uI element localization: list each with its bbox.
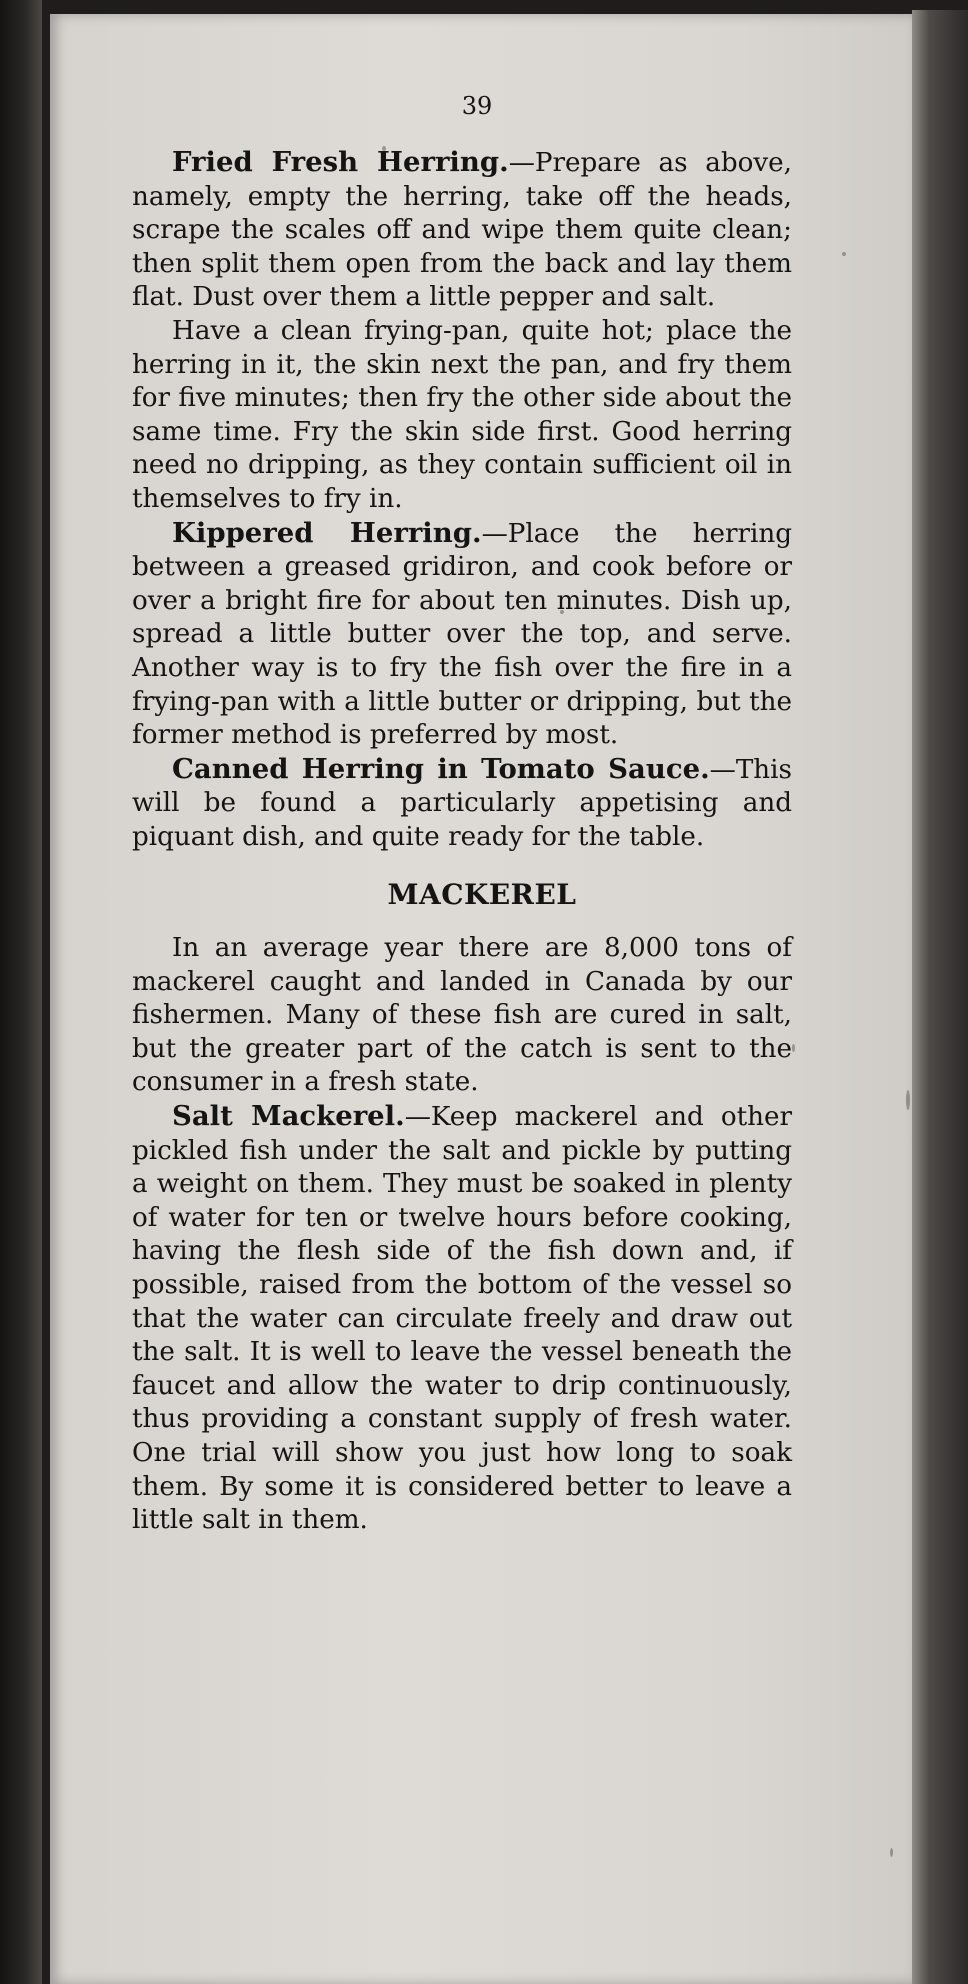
recipe-text: —Place the herring between a greased gridiron, and cook before or over a bright fire for about ten minutes. Dish up, spread a little butter over the top, and serve. Another way is to fry the fish over the fire in a frying-pan with a little butter or dripping, but the former method is preferred by most. [132,518,792,751]
recipe-salt-mackerel [132,1100,792,1538]
section-heading: MACKEREL [387,878,577,912]
recipe-heading: Kippered Herring. [172,516,482,549]
recipe-heading: Canned Herring in Tomato Sauce. [172,752,710,785]
page-edge-shadow [912,10,968,1984]
recipe-kippered-herring [132,517,792,753]
paper-speck [792,1044,795,1052]
recipe-text: —Keep mackerel and other pickled fish under the salt and pickle by putting a weight on them. They must be soaked in plenty of water for ten or twelve hours before cooking, having the flesh side of the fish down and, if possible, raised from the bottom of the vessel so that the water can circulate freely and draw out the salt. It is well to leave the vessel beneath the faucet and allow the water to drip continuously, thus providing a constant supply of fresh water. One trial will show you just how long to soak them. By some it is considered better to leave a little salt in them. [132,1102,793,1536]
paper-speck [842,252,846,256]
recipe-fried-fresh-herring [132,146,792,315]
section-intro: In an average year there are 8,000 tons of mackerel caught and landed in Canada by our fishermen. Many of these fish are cured in salt, but the greater part of the catch is sent to the consumer in a fresh state. [132,933,792,1098]
recipe-text: —Prepare as above, namely, empty the herring, take off the heads, scrape the scales off and wipe them quite clean; then split them open from the back and lay them flat. Dust over them a little pepper and salt. [132,148,792,313]
recipe-heading: Fried Fresh Herring. [172,146,509,178]
page-number: 39 [461,92,493,120]
page-text [132,86,792,1538]
book-spine-edge [0,0,42,1984]
recipe-heading: Salt Mackerel. [172,1100,405,1133]
recipe-text: —This will be found a particularly appetising and piquant dish, and quite ready for the table. [132,754,792,852]
recipe-continuation [132,315,792,517]
paper-speck [890,1848,893,1857]
paper-speck [906,1090,910,1110]
recipe-canned-herring [132,753,792,855]
recipe-text: Have a clean frying-pan, quite hot; place the herring in it, the skin next the pan, and fry them for five minutes; then fry the other side about the same time. Fry the skin side first. Good herring need no dripping, as they contain sufficient oil in themselves to fry in. [132,315,792,514]
